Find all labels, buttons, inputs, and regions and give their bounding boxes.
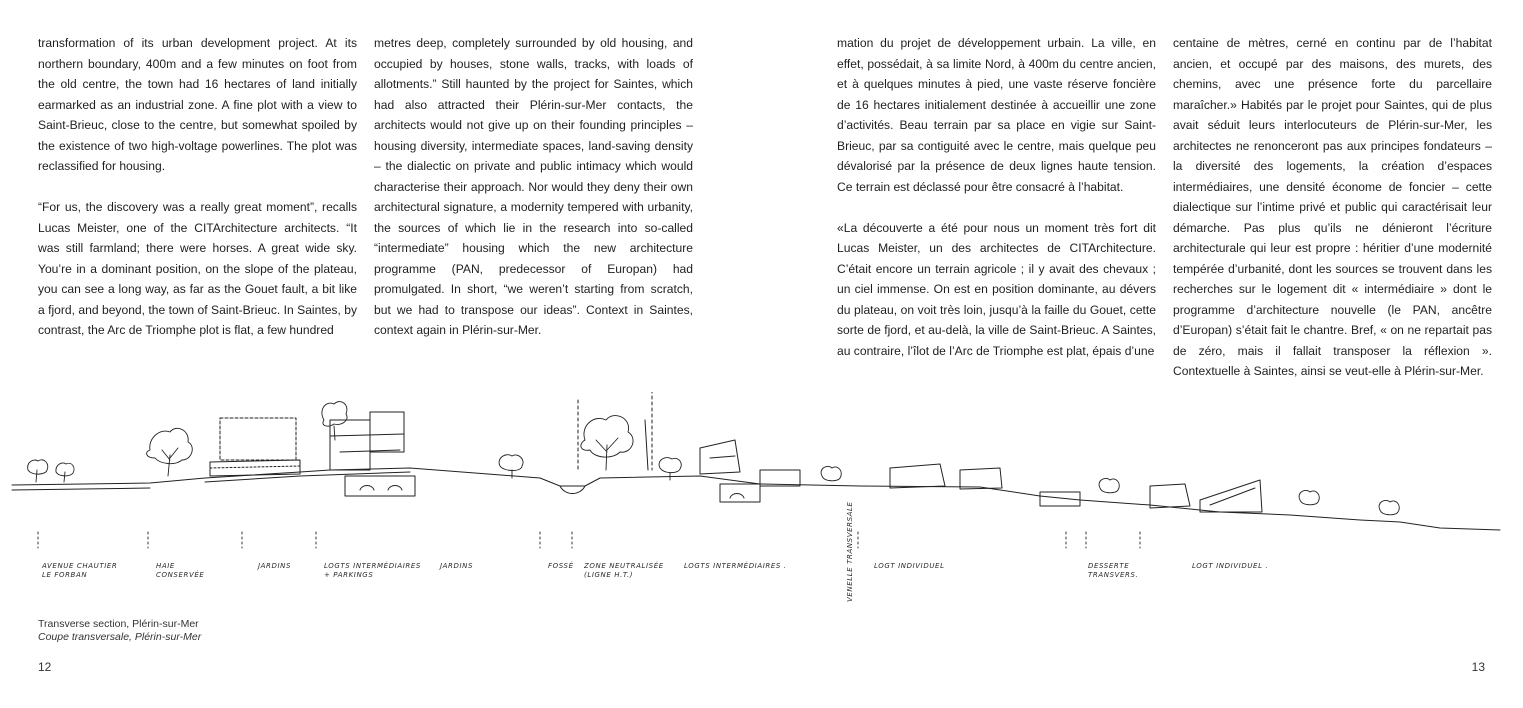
building: [760, 470, 800, 486]
parking-level: [345, 476, 415, 496]
building-outline: [220, 418, 296, 460]
left-page-column-1: [38, 33, 357, 341]
tree: [322, 402, 347, 440]
paragraph: centaine de mètres, cerné en continu par de l’habitat ancien, et occupé par des maisons, des murets, des chemins, avec une présence forte du parcellaire maraîcher.» Habités par le projet pour Saintes, qui de plus avait séduit leurs interlocuteurs de Plérin-sur-Mer, les architectes ne renonceront pas aux principes fondateurs – la diversité des logements, la création d’espaces intermédiaires, une densité économe de foncier – cette dialectique sur l’intime privé et public qui caractérisait leur démarche. Pas plus qu’ils ne dénieront l’écriture architecturale qui leur est propre : héritier d’une modernité tempérée d’urbanité, dont les sources se trouvent dans les recherches sur le logement dit « intermédiaire » dont le programme d’architecture nouvelle (le PAN, ancêtre d’Europan) s’était fait le chantre. Bref, « on ne repartait pas de zéro, mais il fallait transposer la réflexion ». Contextuelle à Saintes, ainsi se veut-elle à Plérin-sur-Mer.: [1173, 36, 1492, 378]
section-markers: [38, 532, 1140, 548]
left-page-column-2: [374, 33, 693, 341]
tree: [56, 463, 74, 482]
drawing-label: FOSSÉ: [548, 562, 574, 570]
figure-caption: [38, 618, 201, 644]
tree: [499, 455, 523, 478]
paragraph: transformation of its urban development project. At its northern boundary, 400m and a few minutes on foot from the old centre, the town had 16 hectares of land initially earmarked as an industrial zone. A fine plot with a view to Saint-Brieuc, close to the centre, but somewhat spoiled by the existence of two high-voltage powerlines. The plot was reclassified for housing.: [38, 36, 357, 173]
caption-english: Transverse section, Plérin-sur-Mer: [38, 618, 199, 630]
page-number-right: 13: [1471, 660, 1485, 674]
ditch: [560, 486, 585, 494]
transverse-section-drawing: [0, 392, 1523, 628]
drawing-label: ZONE NEUTRALISÉE (LIGNE H.T.): [584, 562, 664, 579]
drawing-label: HAIE CONSERVÉE: [156, 562, 205, 579]
drawing-label: LOGTS INTERMÉDIAIRES + PARKINGS: [324, 562, 421, 579]
paragraph: metres deep, completely surrounded by old housing, and occupied by houses, stone walls, tracks, with loads of allotments.” Still haunted by the project for Saintes, which had also attracted their Plérin-sur-Mer contacts, the architects would not give up on their founding principles – housing diversity, intermediate spaces, land-saving density – the dialectic on private and public intimacy which would characterise their approach. Nor would they deny their own architectural signature, a modernity tempered with urbanity, the sources of which lie in the research into so-called “intermediate” housing which the new architecture programme (PAN, predecessor of Europan) had promulgated. In short, “we weren’t starting from scratch, but we had to transpose our ideas”. Context in Saintes, context again in Plérin-sur-Mer.: [374, 36, 693, 337]
paragraph: «La découverte a été pour nous un moment très fort dit Lucas Meister, un des architectes de CITArchitecture. C’était encore un terrain agricole ; il y avait des chevaux ; un ciel immense. On est en position dominante, au dévers du plateau, on voit très loin, jusqu’à la faille du Gouet, cette sorte de fjord, et au-delà, la ville de Saint-Brieuc. A Saintes, au contraire, l’îlot de l’Arc de Triomphe est plat, épais d’une: [837, 220, 1156, 358]
drawing-label: JARDINS: [440, 562, 474, 570]
tree: [1099, 478, 1119, 492]
caption-french: Coupe transversale, Plérin-sur-Mer: [38, 631, 202, 643]
drawing-label: LOGTS INTERMÉDIAIRES .: [684, 562, 787, 570]
page-number-left: 12: [38, 660, 52, 674]
drawing-label: JARDINS: [258, 562, 292, 570]
drawing-label: LOGT INDIVIDUEL .: [1192, 562, 1269, 570]
building: [890, 464, 945, 488]
building: [1200, 480, 1262, 512]
building: [330, 420, 370, 470]
tree: [1379, 500, 1399, 514]
paragraph: mation du projet de développement urbain. La ville, en effet, possédait, à sa limite Nord, à 400m du centre ancien, et à quelques minutes à pied, une vaste réserve foncière de 16 hectares initialement destinée à accueillir une zone d’activités. Beau terrain par sa place en vigie sur Saint-Brieuc, par sa contiguité avec le centre, mais quelque peu dévalorisé par la présence de deux lignes haute tension. Ce terrain est déclassé pour être consacré à l’habitat.: [837, 36, 1156, 194]
drawing-label: DESSERTE TRANSVERS.: [1088, 562, 1139, 579]
building: [370, 412, 404, 452]
right-page-column-1: [837, 33, 1156, 361]
tree: [581, 416, 633, 470]
right-page-column-2: [1173, 33, 1492, 382]
drawing-label-vertical: VENELLE TRANSVERSALE: [846, 501, 854, 602]
tree: [28, 460, 48, 482]
tree: [821, 466, 841, 480]
drawing-label: LOGT INDIVIDUEL: [874, 562, 945, 570]
paragraph: “For us, the discovery was a really great moment”, recalls Lucas Meister, one of the CITArchitecture architects. “It was still farmland; there were horses. A great wide sky. You’re in a dominant position, on the slope of the plateau, you can see a long way, as far as the Gouet fault, a bit like a fjord, and beyond, the town of Saint-Brieuc. In Saintes, by contrast, the Arc de Triomphe plot is flat, a few hundred: [38, 200, 357, 337]
ground-line: [12, 468, 1500, 530]
drawing-label: AVENUE CHAUTIER LE FORBAN: [42, 562, 118, 579]
tree: [1299, 490, 1319, 504]
tree: [147, 428, 193, 476]
parking-level: [720, 484, 760, 502]
